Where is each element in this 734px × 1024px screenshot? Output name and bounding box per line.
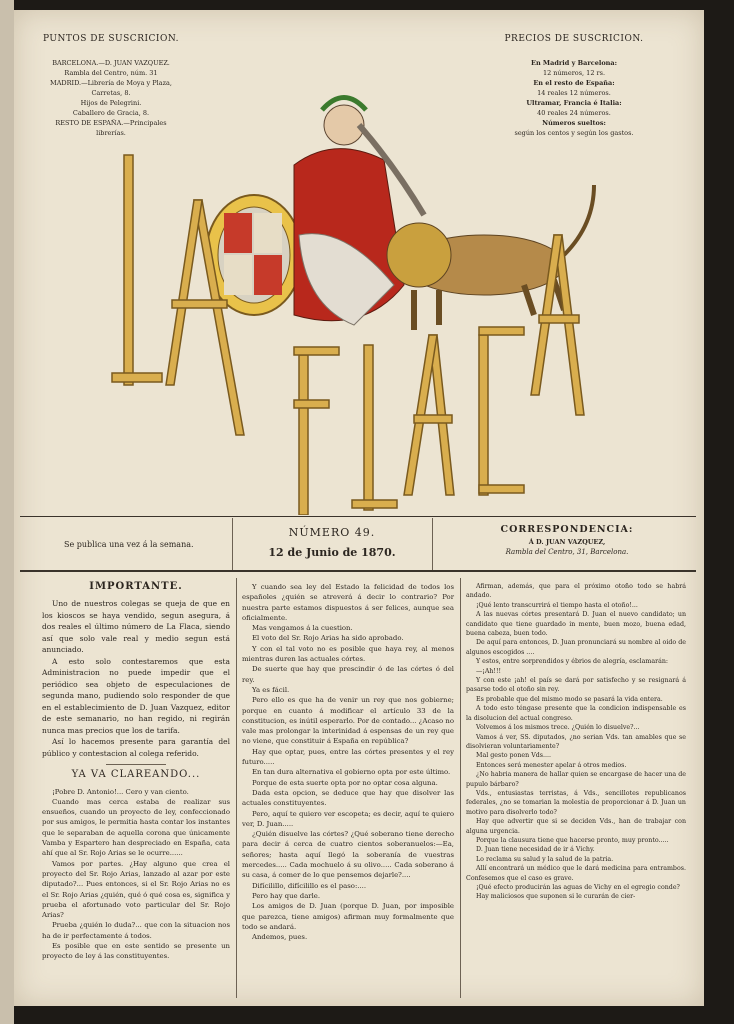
article-paragraph: Volvemos á los mismos trece. ¿Quién lo disuelve?... bbox=[476, 724, 640, 732]
article-paragraph: Ya es fácil. bbox=[252, 685, 290, 694]
price-line: Ultramar, Francia é Italia: bbox=[526, 99, 622, 107]
article-paragraph: Mal gesto ponen Vds.... bbox=[476, 752, 552, 760]
article-paragraph: Difícilillo, difícilillo es el paso:.... bbox=[252, 881, 367, 890]
masthead-illustration bbox=[94, 55, 654, 515]
article-paragraph: ¿Quién disuelve las córtes? ¿Qué soberano tiene derecho para decir á cerca de cuatro cientos soberanuelos:—Ea, señores; hasta aquí llegó la soberanía de vuestras mercedes..... Cada mochuelo á su olivo..... Cada soberano á su casa, á comer de lo que pensemos dejarle?.... bbox=[242, 830, 454, 880]
article-paragraph: Y con el tal voto no es posible que haya rey, al menos mientras duren las actuales córtes. bbox=[242, 644, 454, 664]
article-paragraph: —¡Ah!!! bbox=[476, 667, 502, 675]
article-paragraph: ¡Pobre D. Antonio!... Cero y van ciento. bbox=[52, 787, 189, 796]
article-paragraph: Es posible que en este sentido se presente un proyecto de ley á las constituyentes. bbox=[42, 942, 230, 961]
correspondence-address: Rambla del Centro, 31, Barcelona. bbox=[505, 548, 629, 556]
issue-number: NÚMERO 49. bbox=[288, 526, 376, 539]
article-paragraph: Hay que advertir que si se deciden Vds., han de trabajar con alguna urgencia. bbox=[466, 818, 686, 835]
price-line: 40 reales 24 números. bbox=[537, 109, 611, 117]
article-paragraph: Afirman, además, que para el próximo otoño todo se habrá andado. bbox=[466, 583, 686, 600]
article-paragraph: Dada esta opcion, se deduce que hay que disolver las actuales constituyentes. bbox=[242, 788, 454, 808]
article-paragraph: Mas vengamos á la cuestion. bbox=[252, 624, 353, 633]
article-heading: YA VA CLAREANDO... bbox=[71, 769, 201, 781]
article-paragraph: Vamos á ver, SS. diputados, ¿no serian Vds. tan amables que se disolvieran voluntariamente? bbox=[466, 733, 686, 750]
column-divider bbox=[460, 578, 461, 998]
article-paragraph: Vds., entusiastas terristas, á Vds., sencillotes republicanos federales, ¿no se tomarian la molestia de proporcionar á D. Juan un motivo para disolverlo todo? bbox=[466, 789, 686, 816]
article-paragraph: D. Juan tiene necesidad de ir á Vichy. bbox=[476, 846, 595, 854]
correspondence-title: CORRESPONDENCIA: bbox=[500, 524, 634, 535]
correspondence-recipient: Á D. JUAN VAZQUEZ, bbox=[528, 538, 606, 546]
article-paragraph: ¡Qué lento transcurrirá el tiempo hasta el otoño!... bbox=[476, 601, 638, 609]
article-paragraph: Lo reclama su salud y la salud de la patria. bbox=[476, 855, 614, 863]
subscription-points-line: Caballero de Gracia, 8. bbox=[72, 109, 150, 117]
article-paragraph: Y con este ¡ah! el país se dará por satisfecho y se resignará á pasarse todo el otoño sin rey. bbox=[466, 677, 686, 694]
newspaper-page bbox=[14, 10, 704, 1006]
issue-date: 12 de Junio de 1870. bbox=[268, 546, 396, 559]
article-paragraph: Cuando mas cerca estaba de realizar sus ensueños, cuando un proyecto de ley, confeccionado por sus amigos, le permitia hasta contar los instantes que le separaban de aquella corona que únicamente Vamba y Espartero han despreciado en España, cata ahí que al Sr. Rojo Arias se le ocurre...... bbox=[42, 797, 230, 858]
subscription-points-line: Carretas, 8. bbox=[91, 89, 131, 97]
divider bbox=[20, 516, 696, 517]
column-3 bbox=[466, 582, 686, 902]
publication-frequency: Se publica una vez á la semana. bbox=[64, 540, 194, 549]
price-line: Números sueltos: bbox=[542, 119, 606, 127]
subscription-points-line: BARCELONA.—D. JUAN VAZQUEZ. bbox=[52, 59, 170, 67]
article-paragraph: A esto solo contestaremos que esta Administracion no puede impedir que el periódico sea objeto de especulaciones de segunda mano, pudiendo solo responder de que en el establecimiento de D. Juan Vazquez, editor de este semanario, no han regido, ni regirán nunca mas precios que los de tarifa. bbox=[42, 656, 230, 735]
price-line: En el resto de España: bbox=[533, 79, 615, 87]
article-paragraph: Uno de nuestros colegas se queja de que en los kioscos se haya vendido, segun asegura, á dos reales el último número de La Flaca, siendo así que solo vale real y medio segun está anunciado. bbox=[42, 599, 230, 655]
subscription-points-line: MADRID.—Librería de Moya y Plaza, bbox=[50, 79, 172, 87]
subscription-points-line: RESTO DE ESPAÑA.—Principales bbox=[55, 119, 167, 127]
article-paragraph: ¡Qué efecto producirán las aguas de Vichy en el egregio conde? bbox=[476, 884, 680, 891]
column-divider bbox=[236, 578, 237, 998]
article-paragraph: Prueba ¿quién lo duda?... que con la situacion nos ha de ir perfectamente á todos. bbox=[42, 921, 230, 940]
article-paragraph: ¿No habria manera de hallar quien se encargase de hacer una de pupulo bárbaro? bbox=[466, 771, 686, 788]
price-line: 14 reales 12 números. bbox=[537, 89, 611, 97]
article-paragraph: Andemos, pues. bbox=[252, 933, 308, 942]
article-paragraph: Los amigos de D. Juan (porque D. Juan, por imposible que parezca, tiene amigos) afirman muy formalmente que todo se andará. bbox=[242, 902, 454, 931]
article-paragraph: Pero, aquí te quiero ver escopeta; es decir, aquí te quiero ver, D. Juan..... bbox=[242, 809, 454, 828]
article-paragraph: A todo esto téngase presente que la condicion indispensable es la disolucion del actual congreso. bbox=[466, 705, 686, 722]
article-paragraph: De suerte que hay que prescindir ó de las córtes ó del rey. bbox=[242, 665, 454, 684]
divider bbox=[20, 570, 696, 572]
article-paragraph: Pero hay que darle. bbox=[252, 891, 321, 900]
subscription-points-line: Rambla del Centro, núm. 31 bbox=[64, 69, 158, 77]
subscription-points-line: Hijos de Pelegrini. bbox=[80, 99, 142, 107]
subscription-points-line: librerías. bbox=[96, 129, 126, 137]
article-paragraph: Pero ello es que ha de venir un rey que nos gobierne; porque en cuanto á modificar el artículo 33 de la constitucion, es inútil esperarlo. Por de contado... ¿Acaso no vale mas prolongar la interinidad á espensas de un rey que no viene, que constituir á España en república? bbox=[242, 696, 454, 746]
subscription-prices-title: PRECIOS DE SUSCRICION. bbox=[504, 34, 644, 44]
article-paragraph: Hay que optar, pues, entre las córtes presentes y el rey futuro..... bbox=[242, 747, 454, 767]
article-paragraph: En tan dura alternativa el gobierno opta por este último. bbox=[252, 768, 451, 777]
article-paragraph: El voto del Sr. Rojo Arias ha sido aprobado. bbox=[252, 634, 404, 643]
article-paragraph: Es probable que del mismo modo se pasará la vida entera. bbox=[476, 695, 663, 703]
article-paragraph: De aquí para entonces, D. Juan pronunciará su nombre al oido de algunos escogidos .... bbox=[466, 639, 686, 656]
article-paragraph: Así lo hacemos presente para garantía del público y contestacion al colega referido. bbox=[42, 737, 230, 758]
article-paragraph: Allí encontrará un médico que le dará medicina para entrambos. Confesemos que el caso es grave. bbox=[466, 865, 686, 882]
price-line: 12 números, 12 rs. bbox=[542, 69, 606, 77]
article-paragraph: Entonces será menester apelar á otros medios. bbox=[476, 761, 627, 769]
column-2 bbox=[242, 582, 454, 942]
article-paragraph: A las nuevas córtes presentará D. Juan el nuevo candidato; un candidato que tiene guardado in mente, buen mozo, buena edad, buena cabeza, buen todo. bbox=[466, 611, 686, 638]
price-line: según los centos y según los gastos. bbox=[514, 129, 634, 137]
column-1 bbox=[42, 582, 230, 962]
price-line: En Madrid y Barcelona: bbox=[530, 59, 617, 67]
article-paragraph: Vamos por partes. ¿Hay alguno que crea el proyecto del Sr. Rojo Arias, lanzado al azar por este diputado?... Pues entonces, si el Sr. Rojo Arias no es el Sr. Rojo Arias ¿quién, qué ó qué cosa es, significa y prueba el afortunado voto particular del Sr. Rojo Arias? bbox=[42, 859, 230, 920]
subscription-points-title: PUNTOS DE SUSCRICION. bbox=[42, 34, 180, 44]
article-paragraph: Porque de esta suerte opta por no optar cosa alguna. bbox=[252, 778, 438, 787]
article-paragraph: Porque la clausura tiene que hacerse pronto, muy pronto..... bbox=[476, 836, 669, 844]
article-heading: IMPORTANTE. bbox=[89, 581, 183, 592]
article-paragraph: Y cuando sea ley del Estado la felicidad de todos los españoles ¿quién se atreverá á decir lo contrario? Por nuestra parte estamos dispuestos á ser felices, aunque sea oficialmente. bbox=[242, 583, 454, 622]
book-edge bbox=[0, 0, 14, 1024]
article-paragraph: Hay maliciosos que suponen si le curarán de cier- bbox=[476, 893, 636, 901]
article-paragraph: Y estos, entre sorprendidos y ébrios de alegría, esclamarán: bbox=[476, 658, 669, 666]
